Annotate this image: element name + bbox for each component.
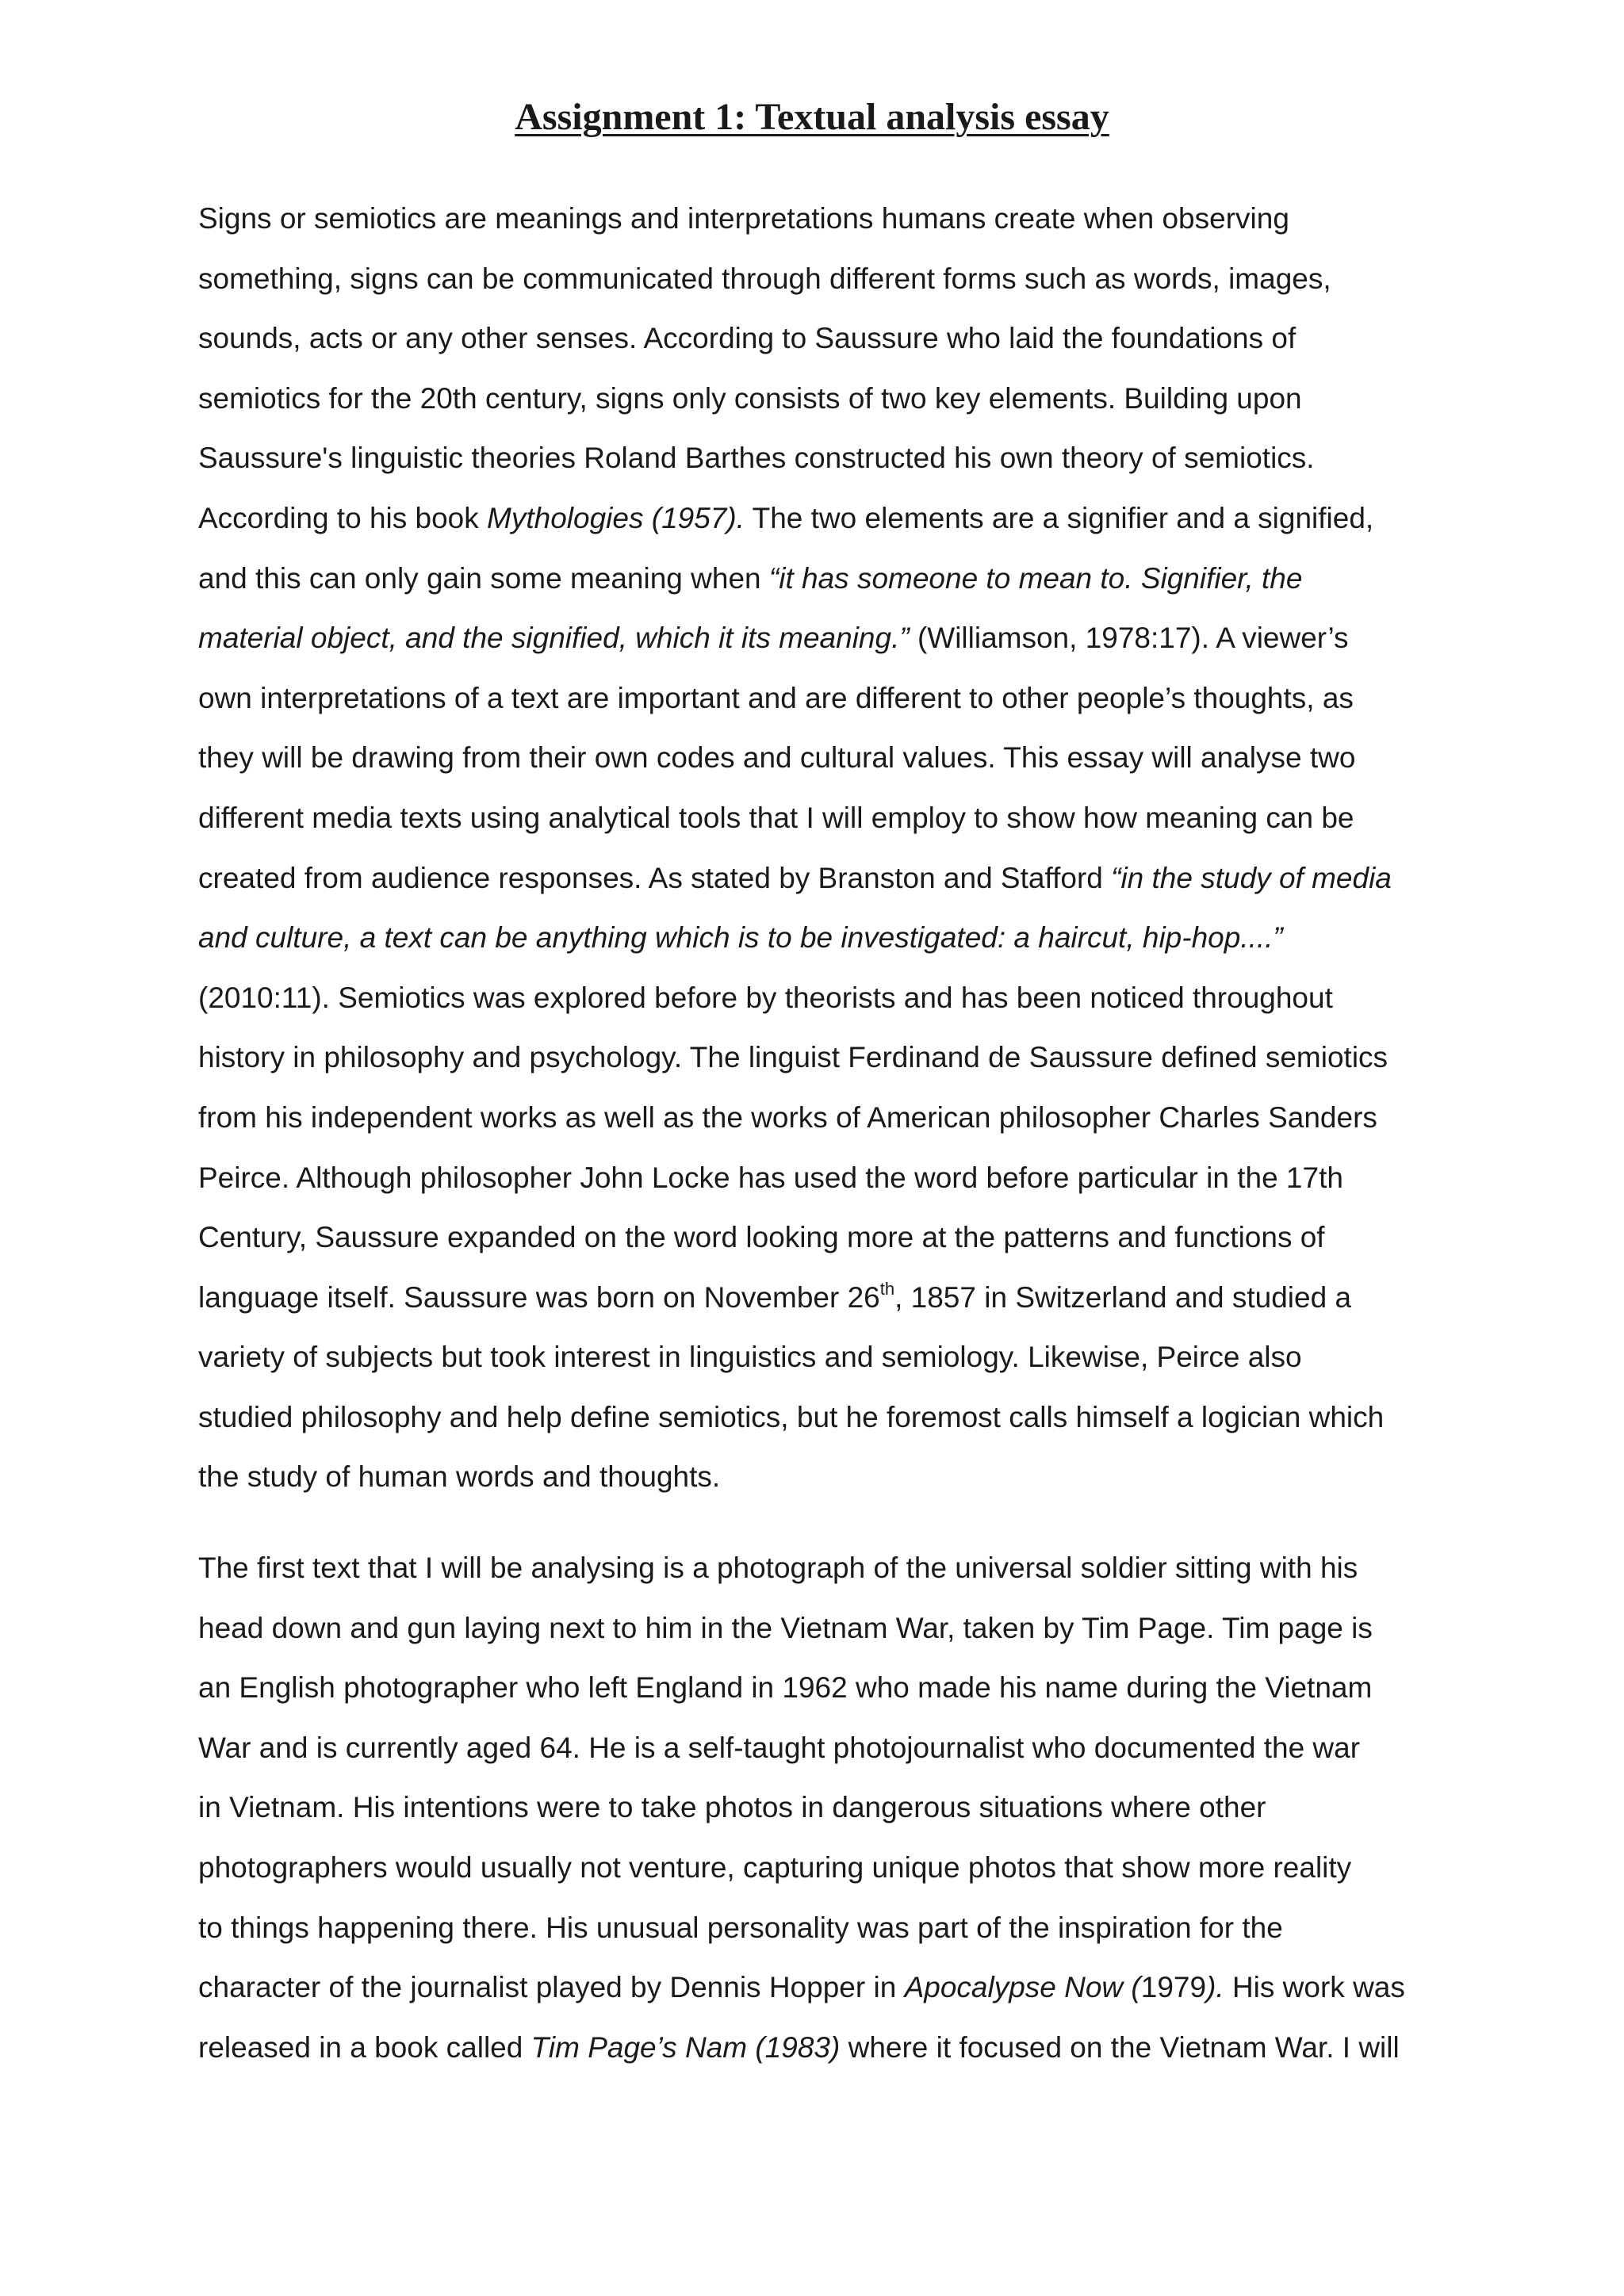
text-run: variety of subjects but took interest in linguistics and semiology. Likewise, Peirce also (198, 1341, 1302, 1374)
text-line (198, 1777, 1451, 1838)
text-run: the study of human words and thoughts. (198, 1460, 721, 1494)
text-line (198, 1718, 1451, 1778)
text-line (198, 1447, 1451, 1507)
text-run: something, signs can be communicated through different forms such as words, images, (198, 262, 1331, 295)
text-line (198, 1598, 1451, 1659)
text-line (198, 908, 1451, 968)
text-run: language itself. Saussure was born on November 26 (198, 1280, 880, 1314)
quote-branston-stafford: and culture, a text can be anything which is to be investigated: a haircut, hip-hop....” (198, 921, 1283, 955)
text-run: different media texts using analytical tools that I will employ to show how meaning can be (198, 801, 1354, 834)
text-run: 1979 (1140, 1971, 1207, 2004)
quote-branston-stafford: “in the study of media (1111, 861, 1392, 894)
text-run: released in a book called (198, 2030, 531, 2064)
text-line (198, 1838, 1451, 1898)
text-run: Peirce. Although philosopher John Locke has used the word before particular in the 17th (198, 1161, 1343, 1194)
text-line (198, 1027, 1451, 1088)
text-run: an English photographer who left England in 1962 who made his name during the Vietnam (198, 1671, 1373, 1705)
text-line (198, 1538, 1451, 1598)
text-run: The first text that I will be analysing is a photograph of the universal soldier sitting with his (198, 1552, 1358, 1584)
text-run: semiotics for the 20th century, signs only consists of two key elements. Building upon (198, 381, 1302, 415)
paragraph-2 (198, 1538, 1451, 2077)
text-run: sounds, acts or any other senses. According to Saussure who laid the foundations of (198, 322, 1297, 355)
text-run: His work was (1224, 1971, 1405, 2004)
text-line (198, 848, 1451, 909)
text-line (198, 1658, 1451, 1718)
text-line (198, 1898, 1451, 1958)
text-line (198, 2018, 1451, 2078)
text-line (198, 428, 1451, 488)
text-run: head down and gun laying next to him in the Vietnam War, taken by Tim Page. Tim page is (198, 1611, 1373, 1644)
text-run: Signs or semiotics are meanings and interpretations humans create when observing (198, 202, 1289, 235)
text-line (198, 308, 1451, 369)
book-title-mythologies: Mythologies (1957). (487, 501, 745, 534)
text-run: War and is currently aged 64. He is a self-taught photojournalist who documented the war (198, 1731, 1361, 1764)
text-line (198, 488, 1451, 549)
text-line (198, 549, 1451, 609)
text-line (198, 1207, 1451, 1268)
film-title-apocalypse-now: Apocalypse Now ( (904, 1971, 1141, 2004)
text-run: and this can only gain some meaning when (198, 561, 769, 595)
text-run: studied philosophy and help define semiotics, but he foremost calls himself a logician which (198, 1400, 1385, 1433)
text-run: According to his book (198, 501, 488, 534)
text-line (198, 968, 1451, 1028)
text-line (198, 788, 1451, 848)
text-line (198, 668, 1451, 729)
text-run: Century, Saussure expanded on the word looking more at the patterns and functions of (198, 1221, 1325, 1254)
text-run: from his independent works as well as the works of American philosopher Charles Sanders (198, 1100, 1377, 1134)
text-line (198, 249, 1451, 309)
text-line (198, 1957, 1451, 2018)
text-line (198, 728, 1451, 788)
text-line (198, 1088, 1451, 1148)
text-run: where it focused on the Vietnam War. I will (840, 2030, 1400, 2064)
text-run: they will be drawing from their own codes and cultural values. This essay will analyse two (198, 741, 1356, 775)
quote-williamson: “it has someone to mean to. Signifier, the (768, 561, 1303, 595)
text-run: to things happening there. His unusual personality was part of the inspiration for the (198, 1911, 1283, 1944)
book-title-tim-pages-nam: Tim Page’s Nam (1983) (530, 2030, 841, 2064)
text-line (198, 1268, 1451, 1328)
citation-williamson: (Williamson, 1978:17). A viewer’s (909, 622, 1349, 655)
text-run: own interpretations of a text are important and are different to other people’s thoughts, as (198, 681, 1354, 714)
text-line (198, 608, 1451, 668)
text-line (198, 189, 1451, 249)
text-run: character of the journalist played by Dennis Hopper in (198, 1971, 905, 2004)
text-run: Saussure's linguistic theories Roland Barthes constructed his own theory of semiotics. (198, 442, 1315, 475)
text-line (198, 1148, 1451, 1208)
text-run: (2010:11). Semiotics was explored before by theorists and has been noticed throughout (198, 981, 1333, 1014)
paragraph-1 (198, 189, 1451, 1507)
text-line (198, 1387, 1451, 1448)
text-line (198, 1327, 1451, 1387)
text-line (198, 369, 1451, 429)
text-run: , 1857 in Switzerland and studied a (894, 1280, 1352, 1314)
ordinal-superscript: th (879, 1279, 895, 1299)
text-run: photographers would usually not venture, capturing unique photos that show more reality (198, 1850, 1352, 1884)
text-run: created from audience responses. As stated by Branston and Stafford (198, 861, 1112, 894)
text-run: in Vietnam. His intentions were to take photos in dangerous situations where other (198, 1791, 1266, 1824)
film-title-apocalypse-now: ). (1206, 1971, 1224, 2004)
quote-williamson: material object, and the signified, which it its meaning.” (198, 622, 910, 655)
text-run: The two elements are a signifier and a signified, (745, 501, 1374, 534)
essay-title: Assignment 1: Textual analysis essay (515, 96, 1109, 138)
text-run: history in philosophy and psychology. The linguist Ferdinand de Saussure defined semiotics (198, 1041, 1388, 1074)
